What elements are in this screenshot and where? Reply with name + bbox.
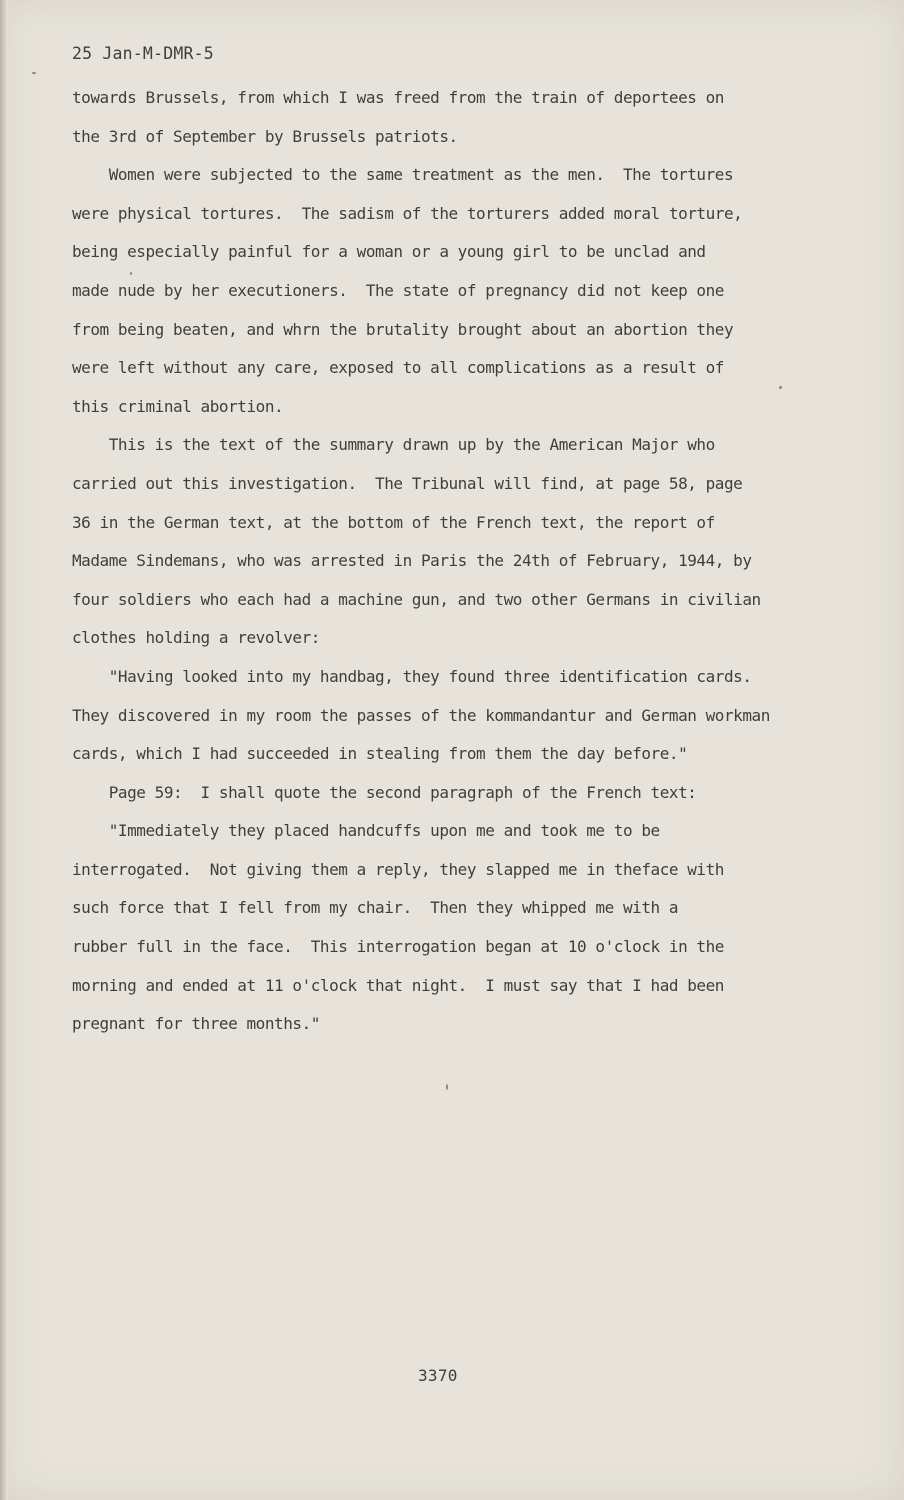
text-line: pregnant for three months."	[72, 1014, 320, 1034]
page-number: 3370	[418, 1366, 458, 1385]
text-line: such force that I fell from my chair. Then they whipped me with a	[72, 898, 679, 918]
paper-speck	[130, 272, 132, 275]
text-line: 36 in the German text, at the bottom of the French text, the report of	[72, 512, 715, 532]
text-line: were physical tortures. The sadism of the torturers added moral torture,	[72, 203, 743, 223]
paper-speck	[446, 1084, 448, 1090]
text-line: made nude by her executioners. The state of pregnancy did not keep one	[72, 280, 724, 300]
text-line: Page 59: I shall quote the second paragraph of the French text:	[72, 782, 697, 802]
page-edge-shadow	[0, 0, 8, 1500]
text-line: from being beaten, and whrn the brutality brought about an abortion they	[72, 319, 734, 339]
text-line: this criminal abortion.	[72, 396, 284, 416]
text-line: interrogated. Not giving them a reply, they slapped me in theface with	[72, 859, 724, 879]
paper-speck	[32, 72, 36, 74]
paper-speck	[779, 386, 782, 389]
text-line: cards, which I had succeeded in stealing from them the day before."	[72, 744, 688, 764]
text-line: "Having looked into my handbag, they found three identification cards.	[72, 666, 752, 686]
text-line: "Immediately they placed handcuffs upon me and took me to be	[72, 821, 660, 841]
document-body	[72, 84, 852, 1049]
text-line: Women were subjected to the same treatment as the men. The tortures	[72, 165, 734, 185]
text-line: towards Brussels, from which I was freed from the train of deportees on	[72, 88, 724, 107]
document-header: 25 Jan-M-DMR-5	[72, 44, 214, 63]
text-line: four soldiers who each had a machine gun, and two other Germans in civilian	[72, 589, 761, 609]
text-line: morning and ended at 11 o'clock that night. I must say that I had been	[72, 975, 724, 995]
text-line: This is the text of the summary drawn up by the American Major who	[72, 435, 715, 455]
text-line: being especially painful for a woman or a young girl to be unclad and	[72, 242, 706, 262]
text-line: rubber full in the face. This interrogation began at 10 o'clock in the	[72, 937, 724, 957]
text-line: the 3rd of September by Brussels patriots.	[72, 126, 458, 146]
text-line: Madame Sindemans, who was arrested in Paris the 24th of February, 1944, by	[72, 551, 752, 571]
text-line: were left without any care, exposed to all complications as a result of	[72, 358, 724, 378]
text-line: carried out this investigation. The Tribunal will find, at page 58, page	[72, 473, 743, 493]
text-line: They discovered in my room the passes of the kommandantur and German workman	[72, 705, 770, 725]
text-line: clothes holding a revolver:	[72, 628, 320, 648]
